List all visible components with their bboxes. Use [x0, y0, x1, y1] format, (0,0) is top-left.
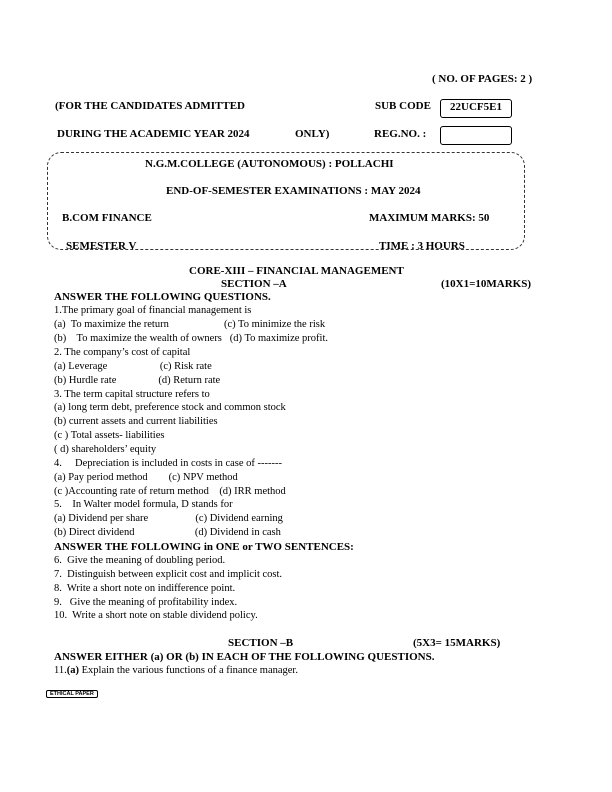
- candidates-admitted-label: (FOR THE CANDIDATES ADMITTED: [55, 100, 245, 112]
- short-question: 9. Give the meaning of profitability index.: [54, 597, 238, 608]
- paper-title: CORE-XIII – FINANCIAL MANAGEMENT: [189, 265, 404, 277]
- short-answer-instruction: ANSWER THE FOLLOWING in ONE or TWO SENTENCES:: [54, 541, 354, 553]
- question-11-number: 11.: [54, 665, 67, 676]
- question-line: (b) current assets and current liabilities: [54, 416, 218, 427]
- question-line: (a) Dividend per share (c) Dividend earning: [54, 513, 283, 524]
- question-line: (b) Direct dividend (d) Dividend in cash: [54, 527, 281, 538]
- reg-no-label: REG.NO. :: [374, 128, 427, 140]
- sub-code-label: SUB CODE: [375, 100, 431, 112]
- question-line: (c ) Total assets- liabilities: [54, 430, 165, 441]
- page-count: ( NO. OF PAGES: 2 ): [432, 73, 533, 85]
- question-line: (a) Leverage (c) Risk rate: [54, 361, 212, 372]
- question-line: 2. The company’s cost of capital: [54, 347, 191, 358]
- sub-code-value: 22UCF5E1: [450, 101, 502, 113]
- question-line: (c )Accounting rate of return method (d) IRR method: [54, 486, 286, 497]
- course-name: B.COM FINANCE: [62, 212, 152, 224]
- question-11-part: (a): [66, 665, 79, 676]
- question-line: (b) To maximize the wealth of owners (d) To maximize profit.: [54, 333, 328, 344]
- question-line: 1.The primary goal of financial management is: [54, 305, 252, 316]
- section-b-instruction: ANSWER EITHER (a) OR (b) IN EACH OF THE FOLLOWING QUESTIONS.: [54, 651, 435, 663]
- academic-year-label: DURING THE ACADEMIC YEAR 2024: [57, 128, 250, 140]
- question-line: (a) Pay period method (c) NPV method: [54, 472, 238, 483]
- question-line: ( d) shareholders’ equity: [54, 444, 157, 455]
- college-name: N.G.M.COLLEGE (AUTONOMOUS) : POLLACHI: [145, 158, 394, 170]
- question-line: 5. In Walter model formula, D stands for: [54, 499, 233, 510]
- sub-code-box: [440, 99, 512, 118]
- short-question: 6. Give the meaning of doubling period.: [54, 555, 226, 566]
- maximum-marks: MAXIMUM MARKS: 50: [369, 212, 490, 224]
- reg-no-box[interactable]: [440, 126, 512, 145]
- exam-time: TIME : 3 HOURS: [379, 240, 465, 252]
- question-11-text: Explain the various functions of a finance manager.: [79, 665, 298, 676]
- question-line: (a) To maximize the return (c) To minimize the risk: [54, 319, 326, 330]
- section-b-marks: (5X3= 15MARKS): [413, 637, 501, 649]
- short-question: 8. Write a short note on indifference point.: [54, 583, 236, 594]
- question-line: 3. The term capital structure refers to: [54, 389, 210, 400]
- question-line: (a) long term debt, preference stock and common stock: [54, 402, 286, 413]
- exam-name: END-OF-SEMESTER EXAMINATIONS : MAY 2024: [166, 185, 421, 197]
- question-11a: [54, 665, 298, 676]
- question-line: (b) Hurdle rate (d) Return rate: [54, 375, 221, 386]
- short-question: 10. Write a short note on stable dividend policy.: [54, 610, 258, 621]
- ethical-paper-tag: ETHICAL PAPER: [46, 690, 98, 698]
- section-a-instruction: ANSWER THE FOLLOWING QUESTIONS.: [54, 291, 271, 303]
- only-label: ONLY): [295, 128, 330, 140]
- short-question: 7. Distinguish between explicit cost and implicit cost.: [54, 569, 283, 580]
- section-a-title: SECTION –A: [221, 278, 287, 290]
- section-a-marks: (10X1=10MARKS): [441, 278, 531, 290]
- semester: SEMESTER V: [66, 240, 137, 252]
- section-b-title: SECTION –B: [228, 637, 294, 649]
- question-line: 4. Depreciation is included in costs in case of -------: [54, 458, 283, 469]
